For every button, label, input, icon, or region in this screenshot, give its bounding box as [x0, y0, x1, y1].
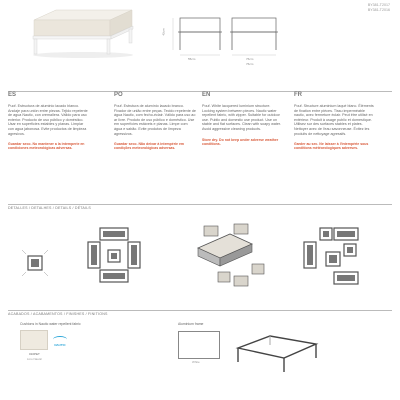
lang-description: Pouf. Structure aluminium laqué blanc. Éléments de fixation entre pièces. Tissu imperméable nautic, avec fermeture éclair. Peut être utilisé en extérieur. Produit à usage public et domestique. Utilisez sur des surfaces stables et plates. Nettoyer avec de l'eau savonneuse. Évitez les produits de nettoyage agressifs. — [294, 104, 374, 136]
product-codes — [368, 3, 390, 13]
nautic-wave-icon — [53, 336, 67, 343]
pouf-product-photo — [28, 2, 138, 60]
finishes-divider — [8, 310, 392, 311]
lang-description: Pouf. White lacquered luminium structure. Locking system between pieces. Nautic water repellent fabric, with zipper. Suitable for outdoor use. Public and domestic use product. Use on stable and flat surfaces. Clean with soapy water. Avoid aggressive cleaning products. — [202, 104, 281, 131]
product-code: BY381-T2017 — [367, 3, 390, 7]
lang-warning: Guardar seco. Não deixar à intempérie em condições meteorológicas adversas. — [114, 142, 185, 151]
lang-column-es — [8, 92, 90, 151]
nautic-logo — [53, 336, 67, 347]
frame-finish-label: Aluminium frame — [178, 322, 204, 326]
side-view-drawing — [226, 14, 286, 64]
frame-color-swatch — [178, 331, 220, 359]
lang-warning: Store dry. Do not keep under adverse weather conditions. — [202, 137, 279, 146]
frame-color-name: White — [192, 360, 200, 364]
front-view-drawing — [166, 14, 226, 64]
nautic-brand-mark: NAUTIC — [54, 343, 66, 347]
lang-code: FR — [294, 92, 302, 98]
lang-code: ES — [8, 92, 17, 98]
lang-description: Puof. Estructura de aluminio lacado blanco. Anclaje para unión entre piezas. Tejido repelente de agua Nautic, con cremallera. Válido para uso exterior. Producto de uso público y doméstico. Usar en superficies estables y planas. Limpiar con agua jabonosa. Evite productos de limpieza agresivos. — [8, 104, 88, 136]
fabric-code: 010PET — [29, 352, 40, 356]
fabric-name: Lino Nautic — [27, 357, 43, 361]
lang-code: EN — [202, 92, 211, 98]
cushion-finish-label: Cushions in Nautic water repellent fabric — [20, 322, 81, 326]
lang-warning: Guardar seco. No mantener a la intemperie en condiciones meteorológicas adversas. — [8, 142, 85, 151]
product-code: BY381-T2016 — [367, 8, 390, 12]
lang-column-fr — [294, 92, 376, 151]
side-width-dimension: 76cm — [246, 62, 254, 66]
fabric-swatch — [20, 330, 48, 350]
configuration-diagrams — [8, 214, 392, 306]
lang-warning: Garder au sec. Ne laisser à l'intempérie sous conditions météorologiques adverses. — [294, 142, 369, 151]
details-divider — [8, 204, 392, 205]
config-perspective-sofa — [198, 224, 264, 286]
config-l-corner — [304, 228, 358, 284]
lang-column-po — [114, 92, 196, 151]
front-height-dimension: 42cm — [161, 28, 166, 36]
front-width-dimension: 55cm — [188, 57, 196, 61]
lang-code: PO — [114, 92, 123, 98]
config-single-pouf — [22, 250, 48, 276]
side-depth-dimension: 76cm — [246, 57, 254, 61]
lang-description: Pouf. Estrutura de alumínio lacado branco. Fixador de união entre peças. Tecido repelente de água Nautic, com fecho-éclair. Válido para uso ao ar livre. Produto de uso público e doméstico. Use em superfícies estáveis e planas. Limpe com água e sabão. Evite produtos de limpeza agressivos. — [114, 104, 196, 136]
lang-column-en — [202, 92, 284, 146]
finishes-title: ACABADOS / ACABAMENTOS / FINISHES / FINITIONS — [8, 312, 108, 316]
frame-structure-drawing — [232, 318, 322, 378]
config-corner-set — [88, 228, 140, 282]
details-title: DETALLES / DETALHES / DETAILS / DÉTAILS — [8, 206, 92, 210]
